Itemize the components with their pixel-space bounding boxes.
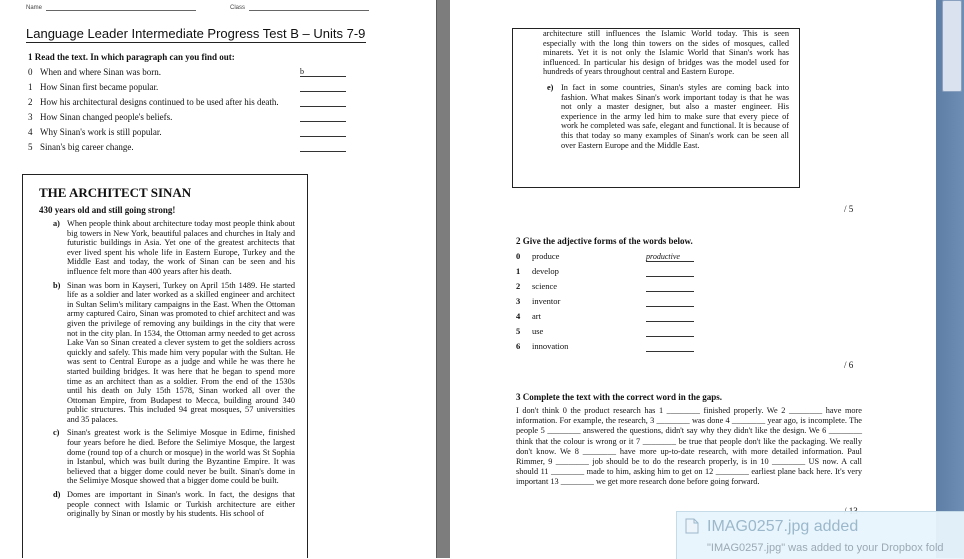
q1-item-text: How Sinan changed people's beliefs. [40,112,173,122]
paragraph-label: a) [53,219,60,228]
q2-item-number: 6 [516,341,521,351]
q1-heading: 1 Read the text. In which paragraph can you find out: [28,52,235,62]
page-title: Language Leader Intermediate Progress Test B – Units 7-9 [26,26,366,41]
q1-item [28,66,352,81]
paragraph-label: b) [53,280,61,290]
q2-item-word: art [532,311,541,321]
q3-gap-text: I don't think 0 the product research has 1 ________ finished properly. We 2 ________ have more information. For example, the research, 3 ________ was done 4 ________ year ago, is incomplete. The people 5 ________ answered the questions, didn't say why they didn't like the design. We 6 ________ think that the colour is wrong or it 7 ________ be true that people don't like the packaging. We really don't know. We 8 ________ have more up-to-date research, with more detailed information. Paul Rimmer, 9 ________ job should be to do the research properly, is in 10 ________ US now. A call should 11 ________ made to him, asking him to get on 12 ________ earliest plane back here. It's very important 13 ________ we get more research done before going forward. [516,406,862,487]
q2-item-word: innovation [532,341,569,351]
q2-answer-blank[interactable] [646,311,694,322]
q2-list [516,251,706,356]
left-page [0,0,436,558]
q2-answer-blank[interactable] [646,281,694,292]
class-field [230,4,369,11]
q1-item [28,96,352,111]
q2-answer-blank[interactable]: productive [646,251,694,262]
q1-item-number: 0 [28,67,33,77]
reading-continued-box [512,28,800,188]
right-page [450,0,936,558]
class-line [249,4,369,11]
q1-answer-blank[interactable] [300,81,346,92]
name-line [46,4,196,11]
paragraph-text: Sinan was born in Kayseri, Turkey on April 15th 1489. He started life as a soldier and later worked as a skilled engineer and architect in Sultan Selim's military campaigns in the East. When the Ottoman army captured Cairo, Sinan was promoted to chief architect and was given the privilege of removing any buildings in the city that were not in the city plan. In 1534, the Ottoman army needed to get across Lake Van so Sinan created a clever system to get the soldiers across quickly and safely. This made him very popular with the Sultan. He was sent to Central Europe as a judge and while he was there he started building bridges. It was here that he began to spend more time as an architect than as a soldier. From the end of the 1530s until his death on July 15th 1578, Sinan worked all over the Ottoman Empire, from Budapest to Mecca, building around 340 public structures. This included 94 great mosques, 57 universities and 35 palaces. [67,280,295,424]
score-q1: / 5 [844,204,854,214]
q1-item-text: When and where Sinan was born. [40,67,161,77]
q2-item-word: produce [532,251,560,261]
q2-item-word: science [532,281,558,291]
paragraph-text: Sinan's greatest work is the Selimiye Mosque in Edirne, finished four years before he died. Before the Selimiye Mosque, the largest dome (round top of a church or mosque) in the world was St Sophia in Istanbul, which was built during the Byzantine Empire. It was believed that a bigger dome could never be built. Sinan's dome in the Selimiye Mosque showed that a bigger dome could be built. [67,428,295,486]
name-label: Name [26,5,43,11]
q1-answer-blank[interactable] [300,141,346,152]
q1-item-number: 4 [28,127,33,137]
q1-item-number: 2 [28,97,33,107]
notification-message: "IMAG0257.jpg" was added to your Dropbox fold [707,542,944,554]
q1-answer-blank[interactable] [300,126,346,137]
q3-heading: 3 Complete the text with the correct word in the gaps. [516,392,723,402]
file-icon [685,518,699,534]
reading-paragraph [39,281,295,425]
q1-item-text: Sinan's big career change. [40,142,134,152]
q2-item [516,281,706,296]
reading-subtitle: 430 years old and still going strong! [39,205,176,215]
paragraph-e-text: In fact in some countries, Sinan's styles are coming back into fashion. What makes Sinan's work important today is that he was not only a master designer, but also a master engineer. His experience in the army led him to make sure that every piece of work he completed was safe, elegant and functional. It is because of this that today so many examples of Sinan's work can be seen all over Eastern Europe and the Middle East. [561,82,789,150]
q1-item-number: 1 [28,82,33,92]
reading-paragraph [39,490,295,519]
reading-paragraphs [39,219,295,519]
q2-item-number: 3 [516,296,521,306]
q2-item-number: 0 [516,251,521,261]
q2-item [516,311,706,326]
q2-item [516,326,706,341]
q2-answer-blank[interactable] [646,266,694,277]
notification-title: IMAG0257.jpg added [707,518,859,535]
q2-item-number: 1 [516,266,521,276]
q2-item [516,251,706,266]
paragraph-e-label: e) [547,82,554,92]
q1-item-text: How Sinan first became popular. [40,82,159,92]
q2-item-word: develop [532,266,559,276]
q1-item-number: 3 [28,112,33,122]
q1-answer-blank[interactable] [300,111,346,122]
q2-item [516,341,706,356]
q1-item [28,111,352,126]
name-field [26,4,196,11]
q2-item-word: use [532,326,544,336]
q2-item [516,266,706,281]
q2-item [516,296,706,311]
paragraph-label: c) [53,428,60,438]
dropbox-notification[interactable] [676,511,964,559]
q1-item-text: How his architectural designs continued to be used after his death. [40,97,279,107]
q1-item-number: 5 [28,142,33,152]
q1-item [28,126,352,141]
q2-item-word: inventor [532,296,561,306]
q2-answer-blank[interactable] [646,326,694,337]
reading-paragraph [39,219,295,277]
q1-item [28,81,352,96]
q2-heading: 2 Give the adjective forms of the words below. [516,236,693,246]
paragraph-text: When people think about architecture today most people think about big towers in New York, beautiful palaces and churches in Italy and futuristic buildings in Asia. Yet one of the greatest architects that ever lived spent his whole life in Eastern Europe, Turkey and the Middle East and today, the work of Sinan can be seen and his influence felt more than 400 years after his death. [67,219,295,276]
reading-continued-text: architecture still influences the Islamic World today. This is seen especially with the long thin towers on the sides of mosques, called minarets. Yet it is not only the Islamic World that Sinan's work has influenced. In particular his design of bridges was the model used for hundreds of years throughout central and Eastern Europe. [543,29,789,77]
reading-title: THE ARCHITECT SINAN [39,185,192,200]
q2-answer-blank[interactable] [646,341,694,352]
q1-item [28,141,352,156]
q2-item-number: 4 [516,311,521,321]
reading-paragraph [39,428,295,486]
paragraph-label: d) [53,490,61,500]
q1-list [28,66,352,156]
reading-box [22,174,308,558]
q2-answer-blank[interactable] [646,296,694,307]
scroll-thumb[interactable] [942,0,962,92]
q1-answer-blank[interactable] [300,96,346,107]
q1-answer-blank[interactable]: b [300,66,346,77]
q1-item-text: Why Sinan's work is still popular. [40,127,162,137]
q2-item-number: 5 [516,326,521,336]
score-q2: / 6 [844,360,854,370]
paragraph-e [543,83,789,150]
class-label: Class [230,5,246,11]
paragraph-text: Domes are important in Sinan's work. In fact, the designs that people connect with Islamic or Turkish architecture are either originally by Sinan or mostly by his students. His school of [67,490,295,519]
q2-item-number: 2 [516,281,521,291]
